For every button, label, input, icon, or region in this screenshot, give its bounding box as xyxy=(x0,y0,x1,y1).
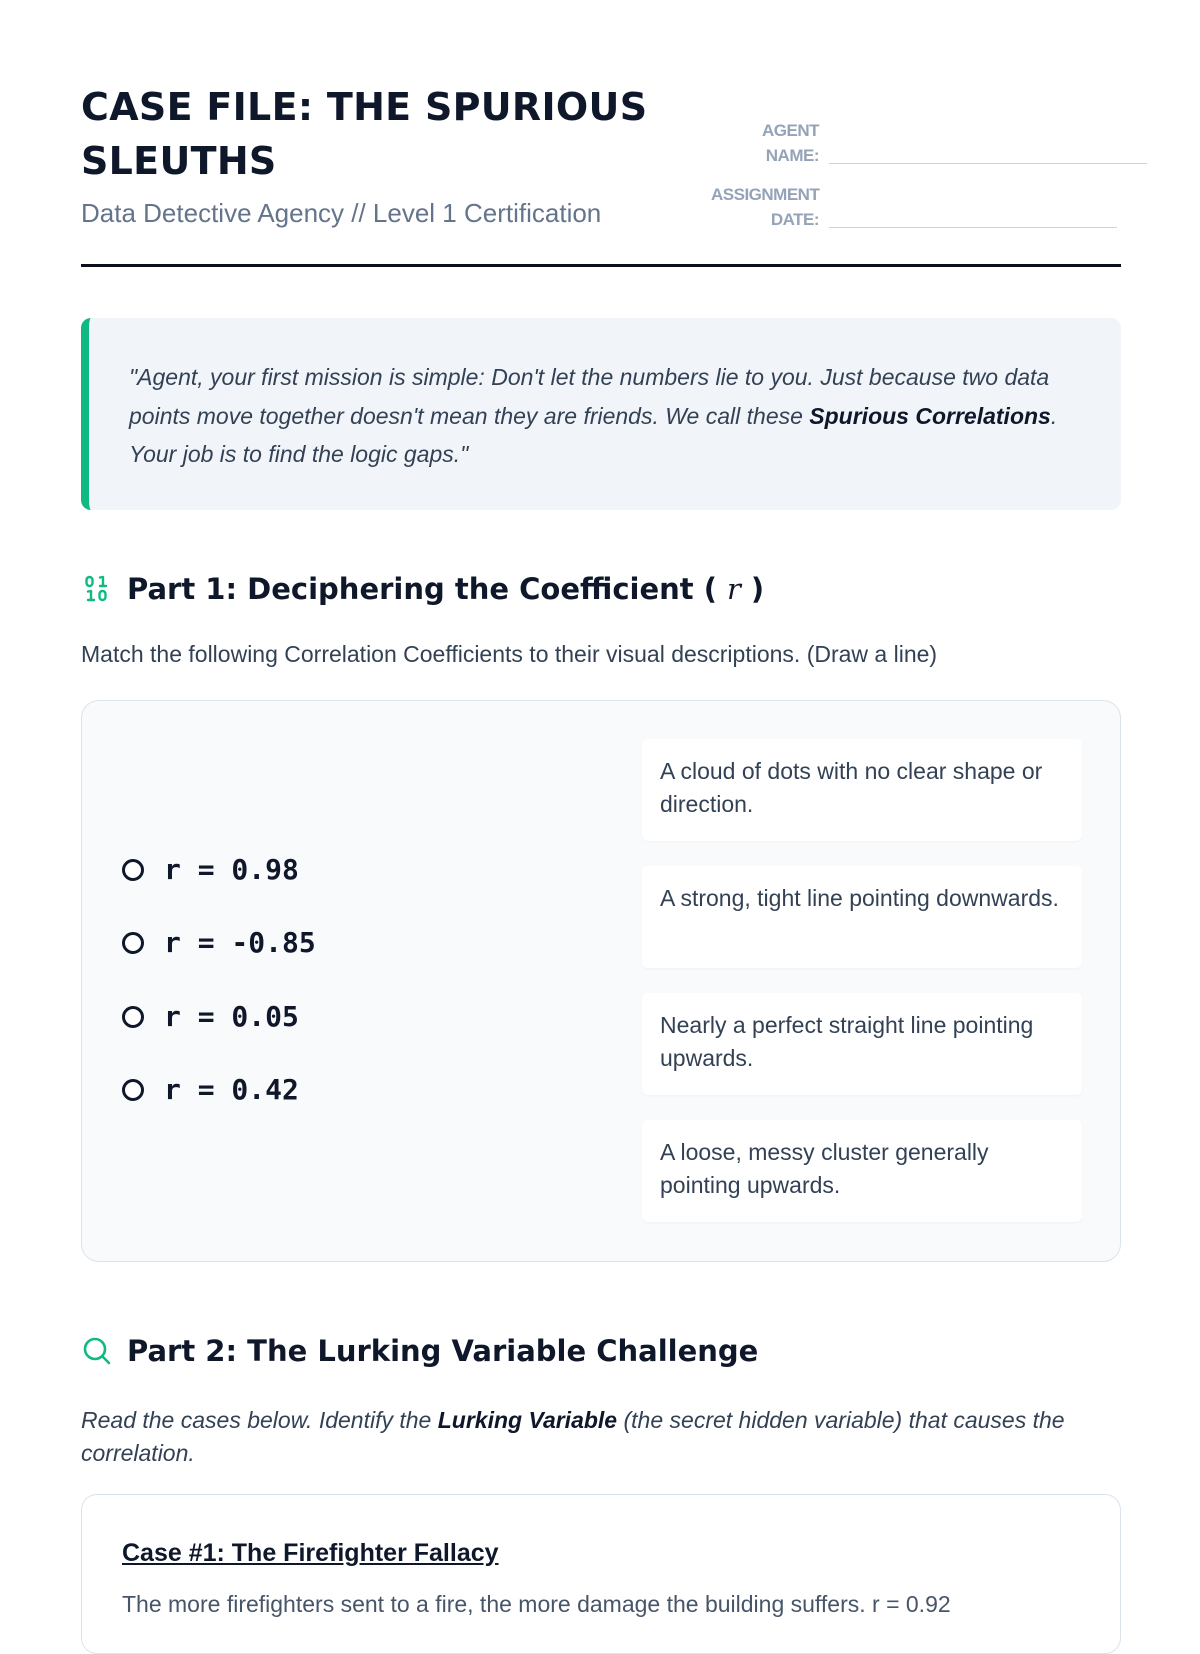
part1-instruction: Match the following Correlation Coefficients to their visual descriptions. (Draw a line) xyxy=(81,641,938,667)
part2-instruction: Read the cases below. Identify the Lurking Variable (the secret hidden variable) that causes the correlation. xyxy=(81,1407,1065,1466)
agent-name-row xyxy=(721,118,1147,168)
description-card[interactable]: A cloud of dots with no clear shape or direction. xyxy=(642,739,1082,841)
part1-variable: r xyxy=(727,572,741,606)
briefing-text-end: . Your job is to find the logic gaps." xyxy=(129,402,1058,467)
part2-heading xyxy=(81,1334,758,1368)
coefficient-item[interactable]: r = -0.85 xyxy=(122,926,316,959)
page-subtitle: Data Detective Agency // Level 1 Certification xyxy=(81,198,602,228)
radio-circle[interactable] xyxy=(122,859,144,881)
part1-title: Part 1: Deciphering the Coefficient ( xyxy=(127,572,718,606)
assignment-date-field[interactable] xyxy=(829,226,1117,228)
part1-title-end: ) xyxy=(750,572,765,606)
briefing-text: "Agent, your first mission is simple: Don't let the numbers lie to you. Just because two data points move together doesn't mean they are friends. We call these xyxy=(129,364,1050,429)
case-text: The more firefighters sent to a fire, the more damage the building suffers. r = 0.92 xyxy=(122,1591,951,1617)
assignment-date-row xyxy=(711,182,1117,232)
radio-circle[interactable] xyxy=(122,932,144,954)
case-card xyxy=(81,1494,1121,1654)
header xyxy=(81,0,1121,267)
case-title: Case #1: The Firefighter Fallacy xyxy=(122,1539,499,1567)
page-title: CASE FILE: THE SPURIOUS SLEUTHS xyxy=(81,85,648,183)
agent-name-label: AGENT NAME: xyxy=(762,121,819,165)
mission-briefing xyxy=(81,318,1121,510)
description-card[interactable]: Nearly a perfect straight line pointing upwards. xyxy=(642,993,1082,1095)
radio-circle[interactable] xyxy=(122,1006,144,1028)
lurking-variable-term: Lurking Variable xyxy=(437,1407,618,1433)
description-card[interactable]: A loose, messy cluster generally pointing upwards. xyxy=(642,1120,1082,1222)
coefficient-item[interactable]: r = 0.42 xyxy=(122,1073,299,1106)
part1-heading xyxy=(81,572,764,606)
binary-icon xyxy=(81,573,113,605)
part2-title: Part 2: The Lurking Variable Challenge xyxy=(127,1334,759,1368)
agent-name-field[interactable] xyxy=(829,162,1147,164)
assignment-date-label: ASSIGNMENT DATE: xyxy=(711,185,820,229)
matching-panel xyxy=(81,700,1121,1262)
radio-circle[interactable] xyxy=(122,1079,144,1101)
coefficient-item[interactable]: r = 0.05 xyxy=(122,1000,299,1033)
description-card[interactable]: A strong, tight line pointing downwards. xyxy=(642,866,1082,968)
worksheet-page xyxy=(81,0,1121,1617)
briefing-bold-term: Spurious Correlations xyxy=(809,402,1051,429)
search-icon xyxy=(81,1335,113,1367)
coefficient-item[interactable]: r = 0.98 xyxy=(122,853,299,886)
